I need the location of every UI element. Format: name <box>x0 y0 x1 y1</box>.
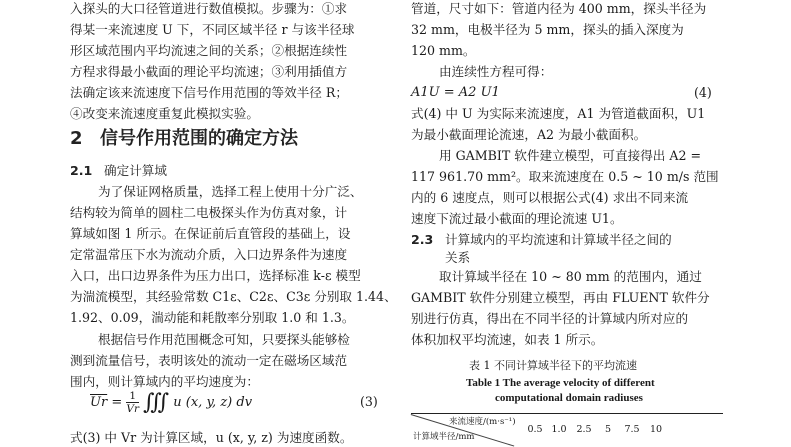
text-line: 方程求得最小截面的理论平均流速；③利用插值方 <box>70 64 348 79</box>
eq3-integrand: u (x, y, z) dv <box>173 395 253 410</box>
paragraph-line: 围内，则计算域内的平均速度为： <box>70 374 259 389</box>
paragraph-line: 为了保证网格质量，选择工程上使用十分广泛、 <box>98 184 363 199</box>
text-line: 法确定该来流速度下信号作用范围的等效半径 R； <box>70 85 348 100</box>
paragraph-line: 用 GAMBIT 软件建立模型，可直接得出 A2 = <box>439 148 702 163</box>
eq3-equals: = <box>111 395 123 410</box>
paragraph-line: 117 961.70 mm²。取来流速度在 0.5 ~ 10 m/s 范围 <box>411 169 719 184</box>
text-line: ④改变来流速度重复此模拟实验。 <box>70 106 259 121</box>
table-column-header: 7.5 <box>624 424 640 435</box>
table-column-header: 10 <box>649 424 663 435</box>
paragraph-line: 定常温常压下水为流动介质，入口边界条件为速度 <box>70 247 348 262</box>
subsection-number: 2.3 <box>411 232 434 247</box>
text-line: 120 mm。 <box>411 43 476 58</box>
paragraph-line: 入口，出口边界条件为压力出口，选择标准 k-ε 模型 <box>70 268 361 283</box>
equation-3 <box>90 390 252 415</box>
text-line: 式(4) 中 U 为实际来流速度，A1 为管道截面积，U1 <box>411 106 706 121</box>
text-line: 管道，尺寸如下：管道内径为 400 mm，探头半径为 <box>411 1 707 16</box>
paragraph-line: 别进行仿真，得出在不同半径的计算域内所对应的 <box>411 311 689 326</box>
text-line: 32 mm，电极半径为 5 mm，探头的插入深度为 <box>411 22 684 37</box>
text-line: 由连续性方程可得： <box>439 64 553 79</box>
eq3-fraction <box>126 390 139 415</box>
paragraph-line: 内的 6 速度点，则可以根据公式(4) 求出不同来流 <box>411 190 689 205</box>
eq3-lhs: $\overline{Ur}$ <box>90 395 108 410</box>
equation-number: (3) <box>360 394 378 409</box>
subsection-title-cont: 关系 <box>445 250 471 265</box>
text-line: 形区域范围内平均流速之间的关系；②根据连续性 <box>70 43 348 58</box>
text-line: 式(3) 中 Vr 为计算区域，u (x, y, z) 为速度函数。 <box>70 430 353 445</box>
text-line: 入探头的大口径管道进行数值模拟。步骤为：①求 <box>70 1 348 16</box>
subsection-number: 2.1 <box>70 163 93 178</box>
eq3-denominator: Vr <box>126 403 139 415</box>
paragraph-line: 测到流量信号，表明该处的流动一定在磁场区域范 <box>70 353 348 368</box>
table-header-radius: 计算域半径/mm <box>413 432 475 442</box>
subsection-title: 计算域内的平均流速和计算域半径之间的 <box>445 232 672 247</box>
paragraph-line: GAMBIT 软件分别建立模型，再由 FLUENT 软件分 <box>411 290 710 305</box>
table-caption-en: Table 1 The average velocity of different <box>466 377 655 389</box>
table-caption-en: computational domain radiuses <box>495 392 643 404</box>
paragraph-line: 为湍流模型，其经验常数 C1ε、C2ε、C3ε 分别取 1.44、 <box>70 289 397 304</box>
paragraph-line: 根据信号作用范围概念可知，只要探头能够检 <box>98 332 350 347</box>
table-header-velocity: 来流速度/(m·s⁻¹) <box>449 417 516 427</box>
triple-integral-icon: ∭ <box>143 389 170 415</box>
section-title: 信号作用范围的确定方法 <box>100 128 298 149</box>
table-column-header: 2.5 <box>576 424 592 435</box>
table-top-rule <box>411 413 723 414</box>
paragraph-line: 1.92、0.09，湍动能和耗散率分别取 1.0 和 1.3。 <box>70 310 355 325</box>
subsection-heading <box>411 231 672 248</box>
section-number: 2 <box>70 128 83 149</box>
subsection-heading <box>70 162 167 179</box>
table-column-header: 0.5 <box>527 424 543 435</box>
paragraph-line: 速度下流过最小截面的理论流速 U1。 <box>411 211 623 226</box>
equation-number: (4) <box>694 85 712 100</box>
table-column-header: 1.0 <box>551 424 567 435</box>
paragraph-line: 算域如图 1 所示。在保证前后直管段的基础上，设 <box>70 226 351 241</box>
section-heading <box>70 127 298 151</box>
eq3-numerator: 1 <box>126 390 139 403</box>
table-column-header: 5 <box>604 424 612 435</box>
paragraph-line: 取计算域半径在 10 ~ 80 mm 的范围内，通过 <box>439 269 702 284</box>
table-caption-zh: 表 1 不同计算域半径下的平均流速 <box>469 359 637 372</box>
subsection-title: 确定计算域 <box>104 163 167 178</box>
text-line: 得某一来流速度 U 下，不同区域半径 r 与该半径球 <box>70 22 355 37</box>
paragraph-line: 体积加权平均流速，如表 1 所示。 <box>411 332 604 347</box>
paragraph-line: 结构较为简单的圆柱二电极探头作为仿真对象，计 <box>70 205 348 220</box>
text-line: 为最小截面理论流速，A2 为最小截面积。 <box>411 127 647 142</box>
equation-4: A1U = A2 U1 <box>411 85 500 100</box>
